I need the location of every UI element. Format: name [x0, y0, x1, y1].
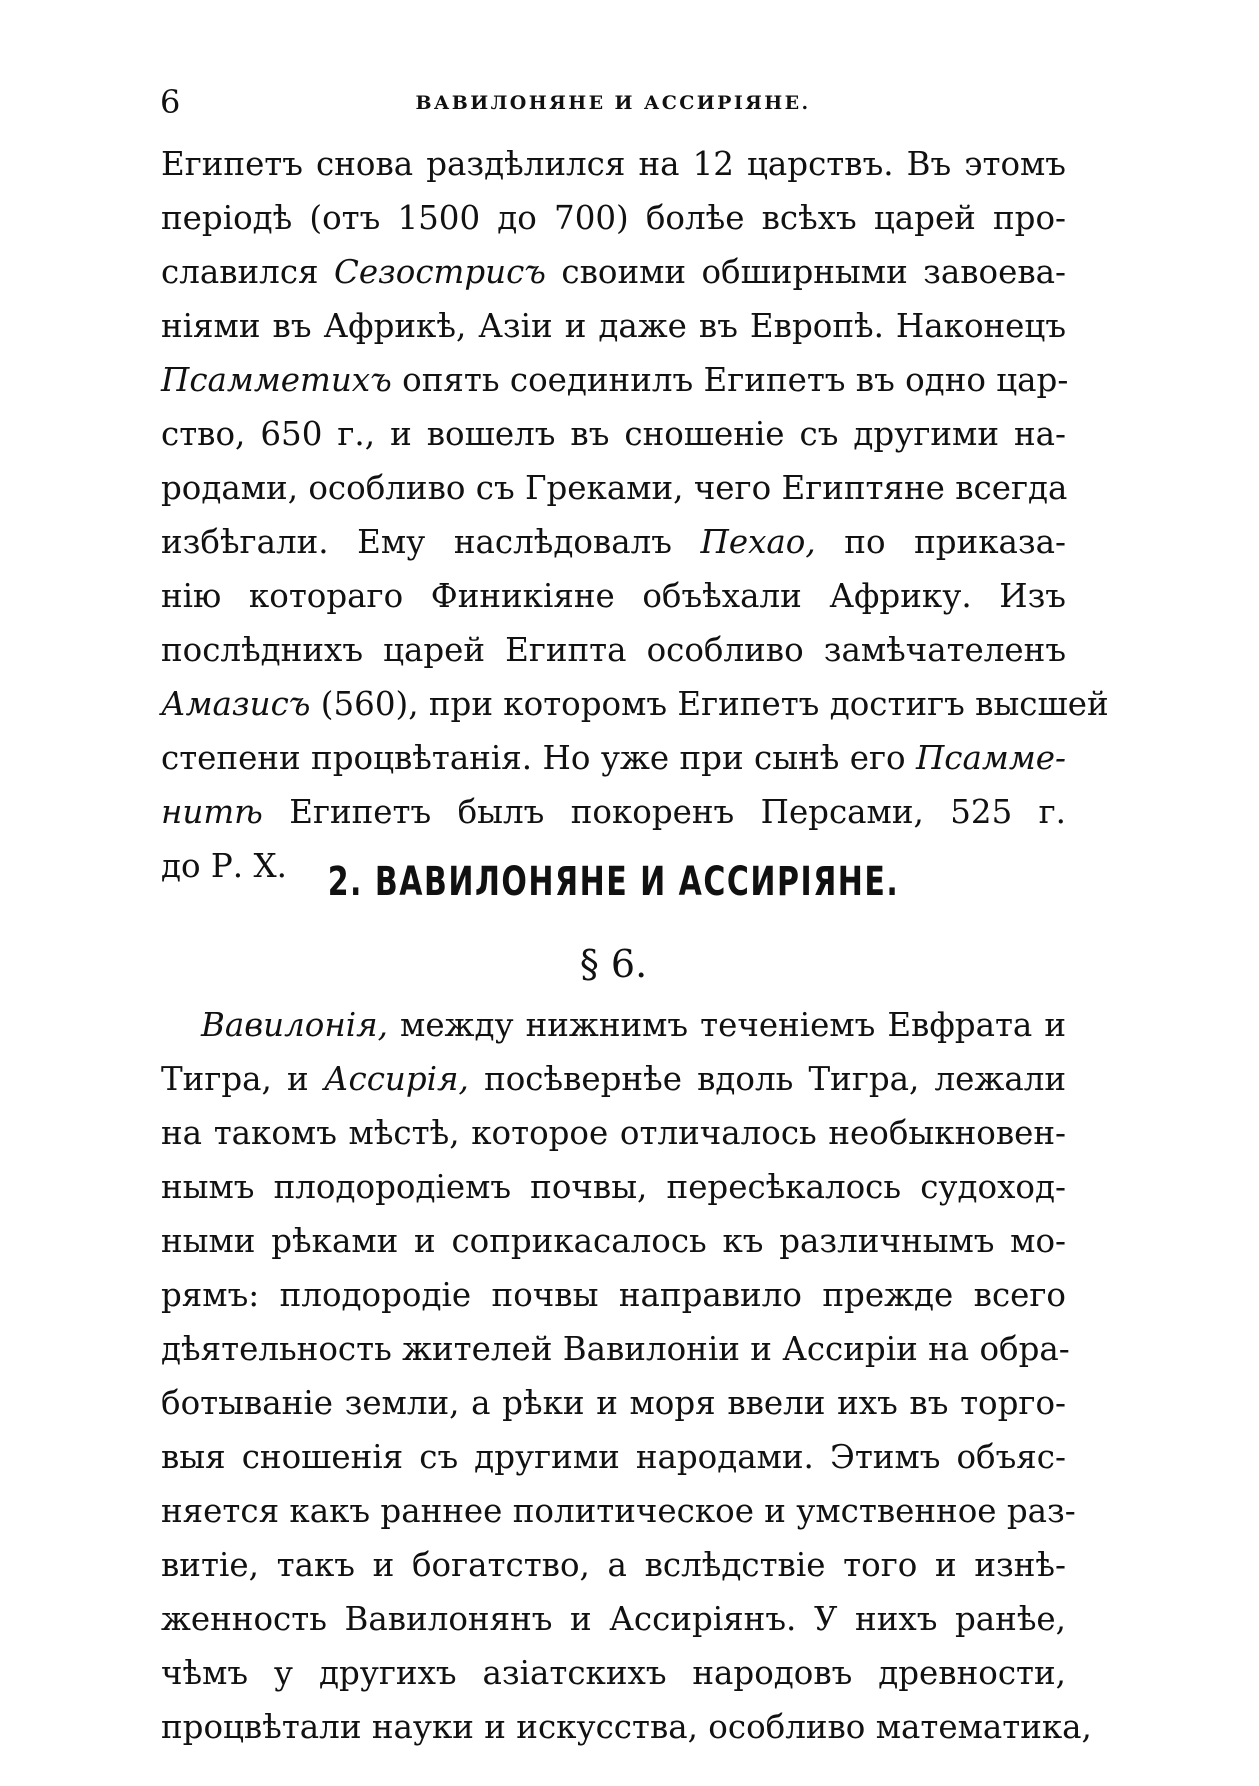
text-line [161, 353, 1069, 407]
text-line [161, 1214, 1066, 1268]
text-line [161, 461, 1066, 515]
italic-name: нитѣ [161, 793, 263, 831]
text-segment: славился [161, 253, 334, 291]
page-header [160, 82, 1066, 122]
text-segment: степени процвѣтанія. Но уже при сынѣ его [161, 739, 916, 777]
text-line [161, 1376, 1066, 1430]
text-line [161, 1052, 1066, 1106]
text-segment: послѣднихъ царей Египта особливо замѣчателенъ [161, 631, 1066, 669]
text-segment: посѣвернѣе вдоль Тигра, лежали [468, 1060, 1066, 1098]
text-line [161, 1106, 1066, 1160]
text-segment: рямъ: плодородіе почвы направило прежде всего [161, 1276, 1066, 1314]
page-number: 6 [160, 83, 181, 121]
text-segment: Египетъ снова раздѣлился на 12 царствъ. Въ этомъ [161, 145, 1066, 183]
italic-name: Псамме- [915, 739, 1066, 777]
text-line [161, 569, 1066, 623]
text-segment: ство, 650 г., и вошелъ въ сношеніе съ другими на- [161, 415, 1066, 453]
text-line [161, 1160, 1066, 1214]
running-head: ВАВИЛОНЯНЕ И АССИРІЯНЕ. [415, 92, 811, 114]
text-segment: Египетъ былъ покоренъ Персами, 525 г. [262, 793, 1066, 831]
paragraph-babylonia [161, 998, 1092, 1754]
text-segment: женность Вавилонянъ и Ассиріянъ. У нихъ ранѣе, [161, 1600, 1066, 1638]
text-segment: избѣгали. Ему наслѣдовалъ [161, 523, 701, 561]
text-line [161, 515, 1066, 569]
text-line [161, 998, 1066, 1052]
text-line [161, 1430, 1066, 1484]
text-segment: ботываніе земли, а рѣки и моря ввели ихъ въ торго- [161, 1384, 1066, 1422]
text-line [161, 1700, 1092, 1754]
italic-name: Сезострисъ [333, 253, 546, 291]
text-line [161, 1322, 1070, 1376]
text-line [161, 299, 1066, 353]
text-segment: процвѣтали науки и искусства, особливо математика, [161, 1708, 1092, 1746]
paragraph-egypt [161, 137, 1109, 893]
text-segment: дѣятельность жителей Вавилоніи и Ассиріи на обра- [161, 1330, 1070, 1368]
text-line [161, 785, 1066, 839]
text-segment: между нижнимъ теченіемъ Евфрата и [388, 1006, 1066, 1044]
text-segment: опять соединилъ Египетъ въ одно цар- [391, 361, 1069, 399]
text-segment: на такомъ мѣстѣ, которое отличалось необыкновен- [161, 1114, 1066, 1152]
paragraph-mark: § 6. [579, 942, 648, 986]
text-segment: періодѣ (отъ 1500 до 700) болѣе всѣхъ царей про- [161, 199, 1066, 237]
text-line [161, 1268, 1066, 1322]
text-line [161, 407, 1066, 461]
text-line [161, 1538, 1066, 1592]
text-line [161, 137, 1066, 191]
italic-name: Ассирія, [323, 1060, 469, 1098]
text-line [161, 731, 1066, 785]
text-segment: няется какъ раннее политическое и умственное раз- [161, 1492, 1076, 1530]
text-segment: (560), при которомъ Египетъ достигъ высшей [310, 685, 1109, 723]
text-line [161, 191, 1066, 245]
text-line [161, 623, 1066, 677]
italic-name: Вавилонія, [201, 1006, 389, 1044]
text-segment: нію котораго Финикіяне объѣхали Африку. Изъ [161, 577, 1066, 615]
text-segment: родами, особливо съ Греками, чего Египтяне всегда [161, 469, 1068, 507]
text-segment: ніями въ Африкѣ, Азіи и даже въ Европѣ. Наконецъ [161, 307, 1066, 345]
text-line [161, 1592, 1066, 1646]
text-line [161, 1484, 1076, 1538]
italic-name: Пехао, [700, 523, 816, 561]
text-segment: выя сношенія съ другими народами. Этимъ объяс- [161, 1438, 1066, 1476]
text-segment: нымъ плодородіемъ почвы, пересѣкалось судоход- [161, 1168, 1066, 1206]
text-segment: витіе, такъ и богатство, а вслѣдствіе того и изнѣ- [161, 1546, 1066, 1584]
section-title: 2. ВАВИЛОНЯНЕ И АССИРІЯНЕ. [327, 858, 900, 906]
text-segment: своими обширными завоева- [545, 253, 1066, 291]
italic-name: Псамметихъ [161, 361, 392, 399]
text-line [161, 245, 1066, 299]
text-segment: Тигра, и [161, 1060, 324, 1098]
italic-name: Амазисъ [161, 685, 311, 723]
text-segment: ными рѣками и соприкасалось къ различнымъ мо- [161, 1222, 1066, 1260]
text-line [161, 1646, 1066, 1700]
text-segment: по приказа- [815, 523, 1066, 561]
text-segment: до Р. Х. [161, 847, 287, 885]
text-segment: чѣмъ у другихъ азіатскихъ народовъ древности, [161, 1654, 1066, 1692]
text-line [161, 677, 1109, 731]
